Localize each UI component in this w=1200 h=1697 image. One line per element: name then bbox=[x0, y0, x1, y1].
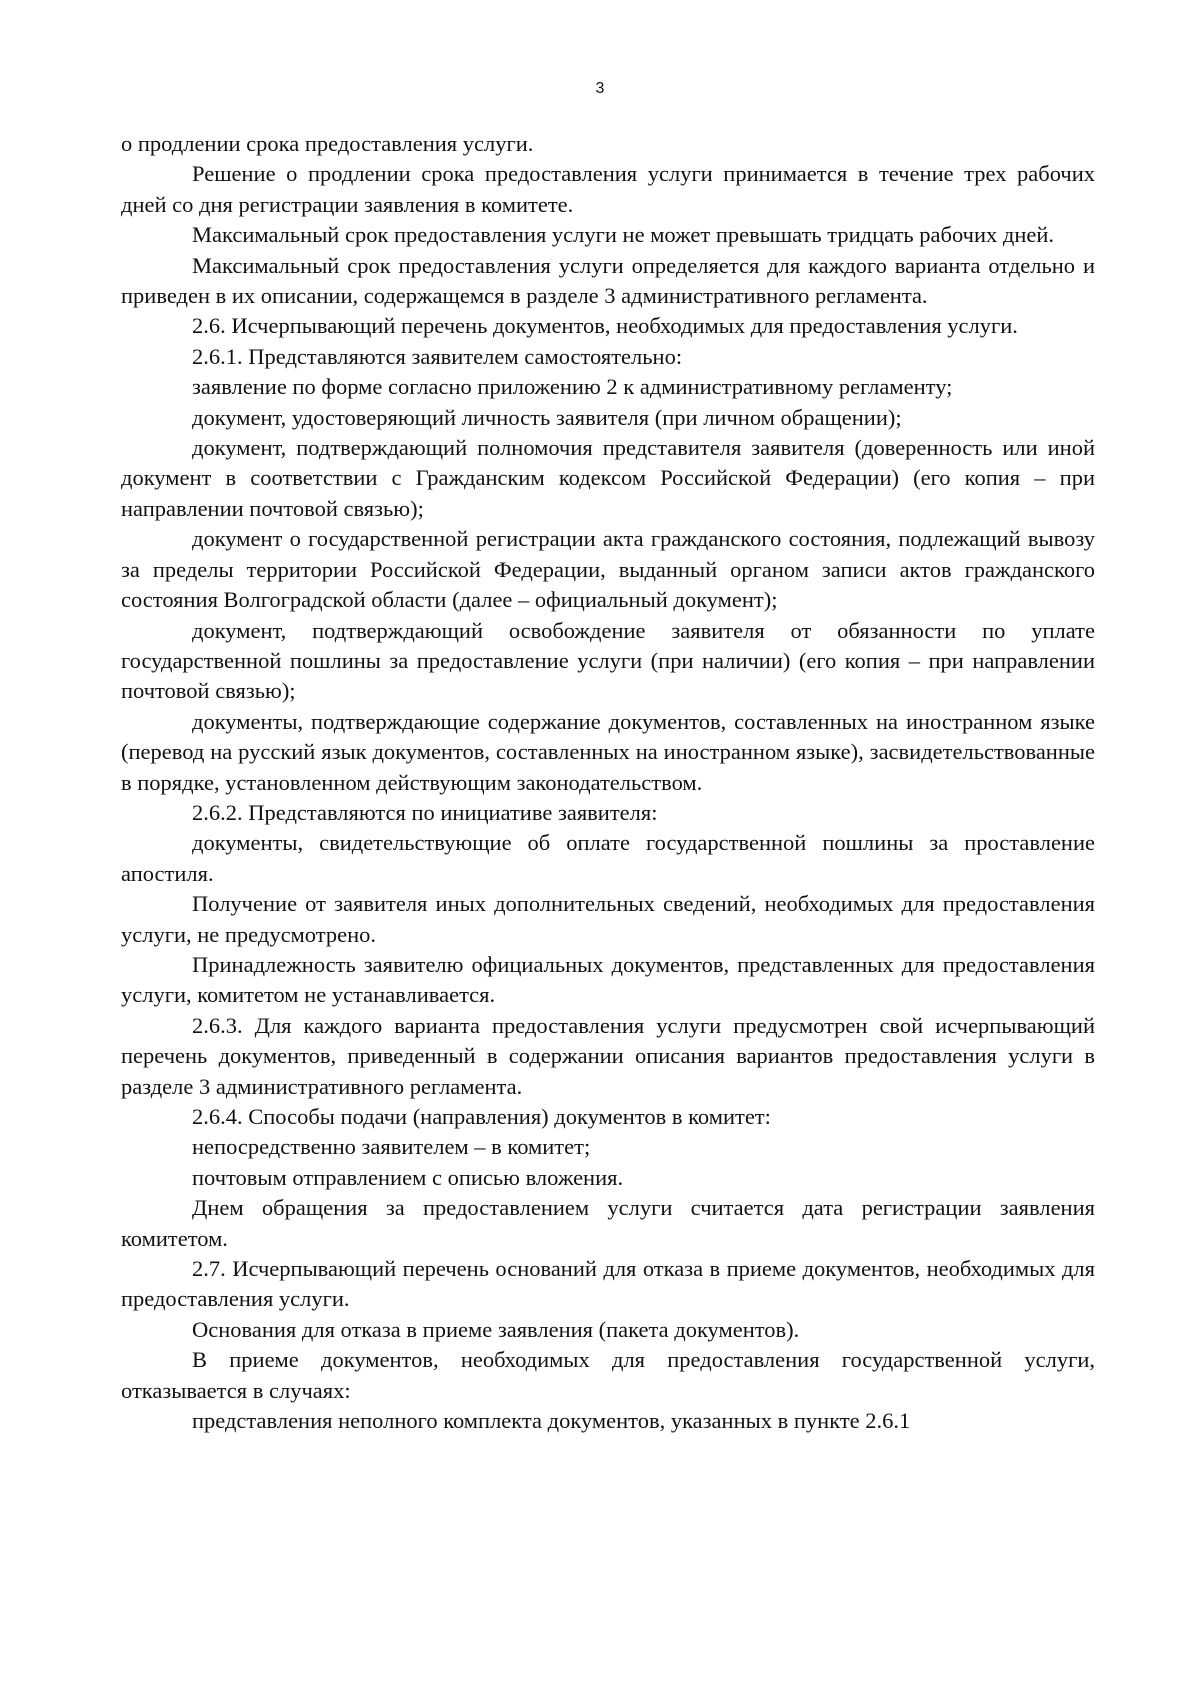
list-item: почтовым отправлением с описью вложения. bbox=[192, 1164, 624, 1190]
list-item: заявление по форме согласно приложению 2 к административному регламенту; bbox=[192, 374, 953, 400]
paragraph: Принадлежность заявителю официальных документов, представленных для предоставления услуги, комитетом не устанавливается. bbox=[121, 951, 1095, 1008]
list-item: документы, подтверждающие содержание документов, составленных на иностранном языке (перевод на русский язык документов, составленных на иностранном языке), засвидетельствованные в порядке, установленном действующим законодательством. bbox=[121, 708, 1095, 795]
subsection-heading-2-6-4: 2.6.4. Способы подачи (направления) документов в комитет: bbox=[192, 1104, 771, 1129]
section-heading-2-6: 2.6. Исчерпывающий перечень документов, необходимых для предоставления услуги. bbox=[192, 313, 1018, 339]
list-item: документы, свидетельствующие об оплате государственной пошлины за проставление апостиля. bbox=[121, 830, 1095, 886]
paragraph: Получение от заявителя иных дополнительных сведений, необходимых для предоставления услуги, не предусмотрено. bbox=[121, 891, 1095, 947]
section-heading-2-7: 2.7. Исчерпывающий перечень оснований для отказа в приеме документов, необходимых для предоставления услуги. bbox=[121, 1256, 1095, 1312]
list-item: документ, подтверждающий освобождение заявителя от обязанности по уплате государственной пошлины за предоставление услуги (при наличии) (его копия – при направлении почтовой связью); bbox=[121, 617, 1095, 704]
paragraph: Основания для отказа в приеме заявления (пакета документов). bbox=[192, 1316, 800, 1342]
paragraph: Максимальный срок предоставления услуги определяется для каждого варианта отдельно и приведен в их описании, содержащемся в разделе 3 административного регламента. bbox=[121, 252, 1095, 309]
paragraph: Решение о продлении срока предоставления услуги принимается в течение трех рабочих дней со дня регистрации заявления в комитете. bbox=[121, 161, 1095, 217]
list-item: непосредственно заявителем – в комитет; bbox=[192, 1134, 591, 1160]
list-item: представления неполного комплекта документов, указанных в пункте 2.6.1 bbox=[192, 1408, 911, 1434]
subsection-heading-2-6-2: 2.6.2. Представляются по инициативе заявителя: bbox=[192, 799, 658, 825]
page-number: 3 bbox=[595, 80, 605, 97]
subsection-heading-2-6-3: 2.6.3. Для каждого варианта предоставления услуги предусмотрен свой исчерпывающий перечень документов, приведенный в содержании описания вариантов предоставления услуги в разделе 3 административного регламента. bbox=[121, 1012, 1095, 1099]
list-item: документ, удостоверяющий личность заявителя (при личном обращении); bbox=[192, 404, 902, 430]
paragraph: В приеме документов, необходимых для предоставления государственной услуги, отказывается в случаях: bbox=[121, 1347, 1095, 1403]
list-item: документ о государственной регистрации акта гражданского состояния, подлежащий вывозу за пределы территории Российской Федерации, выданный органом записи актов гражданского состояния Волгоградской области (далее – официальный документ); bbox=[121, 526, 1095, 613]
list-item: документ, подтверждающий полномочия представителя заявителя (доверенность или иной документ в соответствии с Гражданским кодексом Российской Федерации) (его копия – при направлении почтовой связью); bbox=[121, 435, 1095, 521]
paragraph: о продлении срока предоставления услуги. bbox=[121, 131, 534, 156]
paragraph: Днем обращения за предоставлением услуги считается дата регистрации заявления комитетом. bbox=[121, 1195, 1095, 1251]
document-body bbox=[121, 129, 1095, 1436]
paragraph: Максимальный срок предоставления услуги не может превышать тридцать рабочих дней. bbox=[192, 222, 1055, 248]
subsection-heading-2-6-1: 2.6.1. Представляются заявителем самостоятельно: bbox=[192, 343, 683, 369]
